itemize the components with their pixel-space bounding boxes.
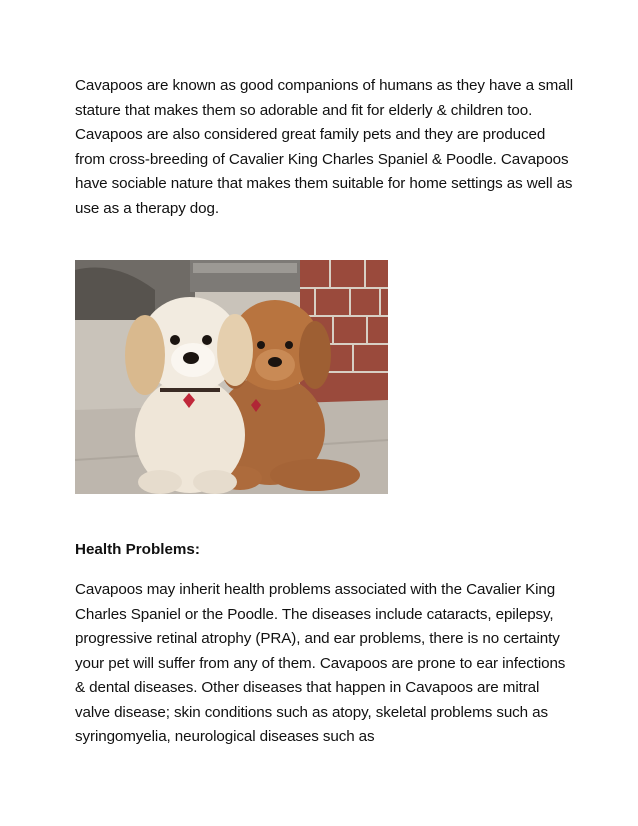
health-paragraph: Cavapoos may inherit health problems associated with the Cavalier King Charles Spaniel or the Poodle. The diseases include cataracts, epilepsy, progressive retinal atrophy (PRA), and ear problems, there is no certainty your pet will suffer from any of them. Cavapoos are prone to ear infections & dental diseases. Other diseases that happen in Cavapoos are mitral valve disease; skin conditions such as atopy, skeletal problems such as syringomyelia, neurological diseases such as	[75, 581, 566, 745]
cavapoo-photo	[75, 260, 388, 494]
section-heading: Health Problems:	[75, 541, 200, 558]
cavapoo-photo-illustration	[75, 260, 388, 494]
intro-paragraph: Cavapoos are known as good companions of humans as they have a small stature that makes them so adorable and fit for elderly & children too. Cavapoos are also considered great family pets and they are produced from cross-breeding of Cavalier King Charles Spaniel & Poodle. Cavapoos have sociable nature that makes them suitable for home settings as well as use as a therapy dog.	[75, 77, 574, 217]
